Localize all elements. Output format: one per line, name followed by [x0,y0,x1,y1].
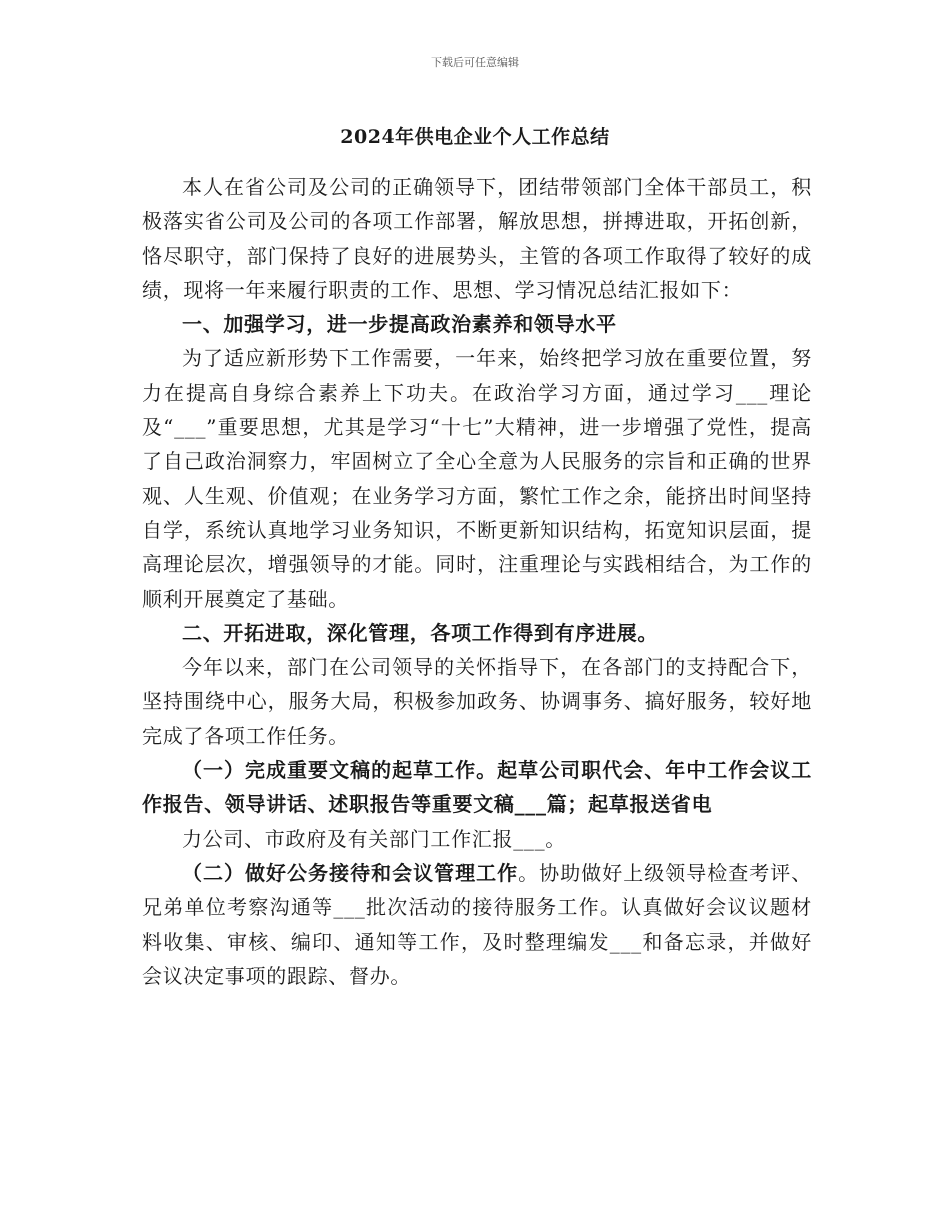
item-1-heading: （一）完成重要文稿的起草工作。起草公司职代会、年中工作会议工作报告、领导讲话、述职报告等重要文稿___篇；起草报送省电 [142,758,812,817]
document-title: 2024年供电企业个人工作总结 [340,126,610,148]
intro-paragraph: 本人在省公司及公司的正确领导下，团结带领部门全体干部员工，积极落实省公司及公司的各项工作部署，解放思想，拼搏进取，开拓创新，恪尽职守，部门保持了良好的进展势头，主管的各项工作取得了较好的成绩，现将一年来履行职责的工作、思想、学习情况总结汇报如下： [142,175,812,302]
header-note: 下载后可任意编辑 [431,56,519,69]
item-1-continuation: 力公司、市政府及有关部门工作汇报___。 [182,826,566,851]
item-2-text: 。协助做好上级领导检查考评、兄弟单位考察沟通等___批次活动的接待服务工作。认真做好会议议题材料收集、审核、编印、通知等工作，及时整理编发___和备忘录，并做好会议决定事项的跟踪、督办。 [142,860,812,988]
section-2-heading: 二、开拓进取，深化管理，各项工作得到有序进展。 [182,620,659,645]
section-2-paragraph: 今年以来，部门在公司领导的关怀指导下，在各部门的支持配合下，坚持围绕中心，服务大局，积极参加政务、协调事务、搞好服务，较好地完成了各项工作任务。 [142,655,812,748]
section-1-paragraph: 为了适应新形势下工作需要，一年来，始终把学习放在重要位置，努力在提高自身综合素养上下功夫。在政治学习方面，通过学习___理论及“___”重要思想，尤其是学习“十七”大精神，进一步增强了党性，提高了自己政治洞察力，牢固树立了全心全意为人民服务的宗旨和正确的世界观、人生观、价值观；在业务学习方面，繁忙工作之余，能挤出时间坚持自学，系统认真地学习业务知识，不断更新知识结构，拓宽知识层面，提高理论层次，增强领导的才能。同时，注重理论与实践相结合，为工作的顺利开展奠定了基础。 [142,346,812,611]
item-2-lead: （二）做好公务接待和会议管理工作 [182,860,519,885]
item-2-paragraph [142,856,812,993]
document-body [142,170,812,993]
section-1-heading: 一、加强学习，进一步提高政治素养和领导水平 [182,312,617,337]
